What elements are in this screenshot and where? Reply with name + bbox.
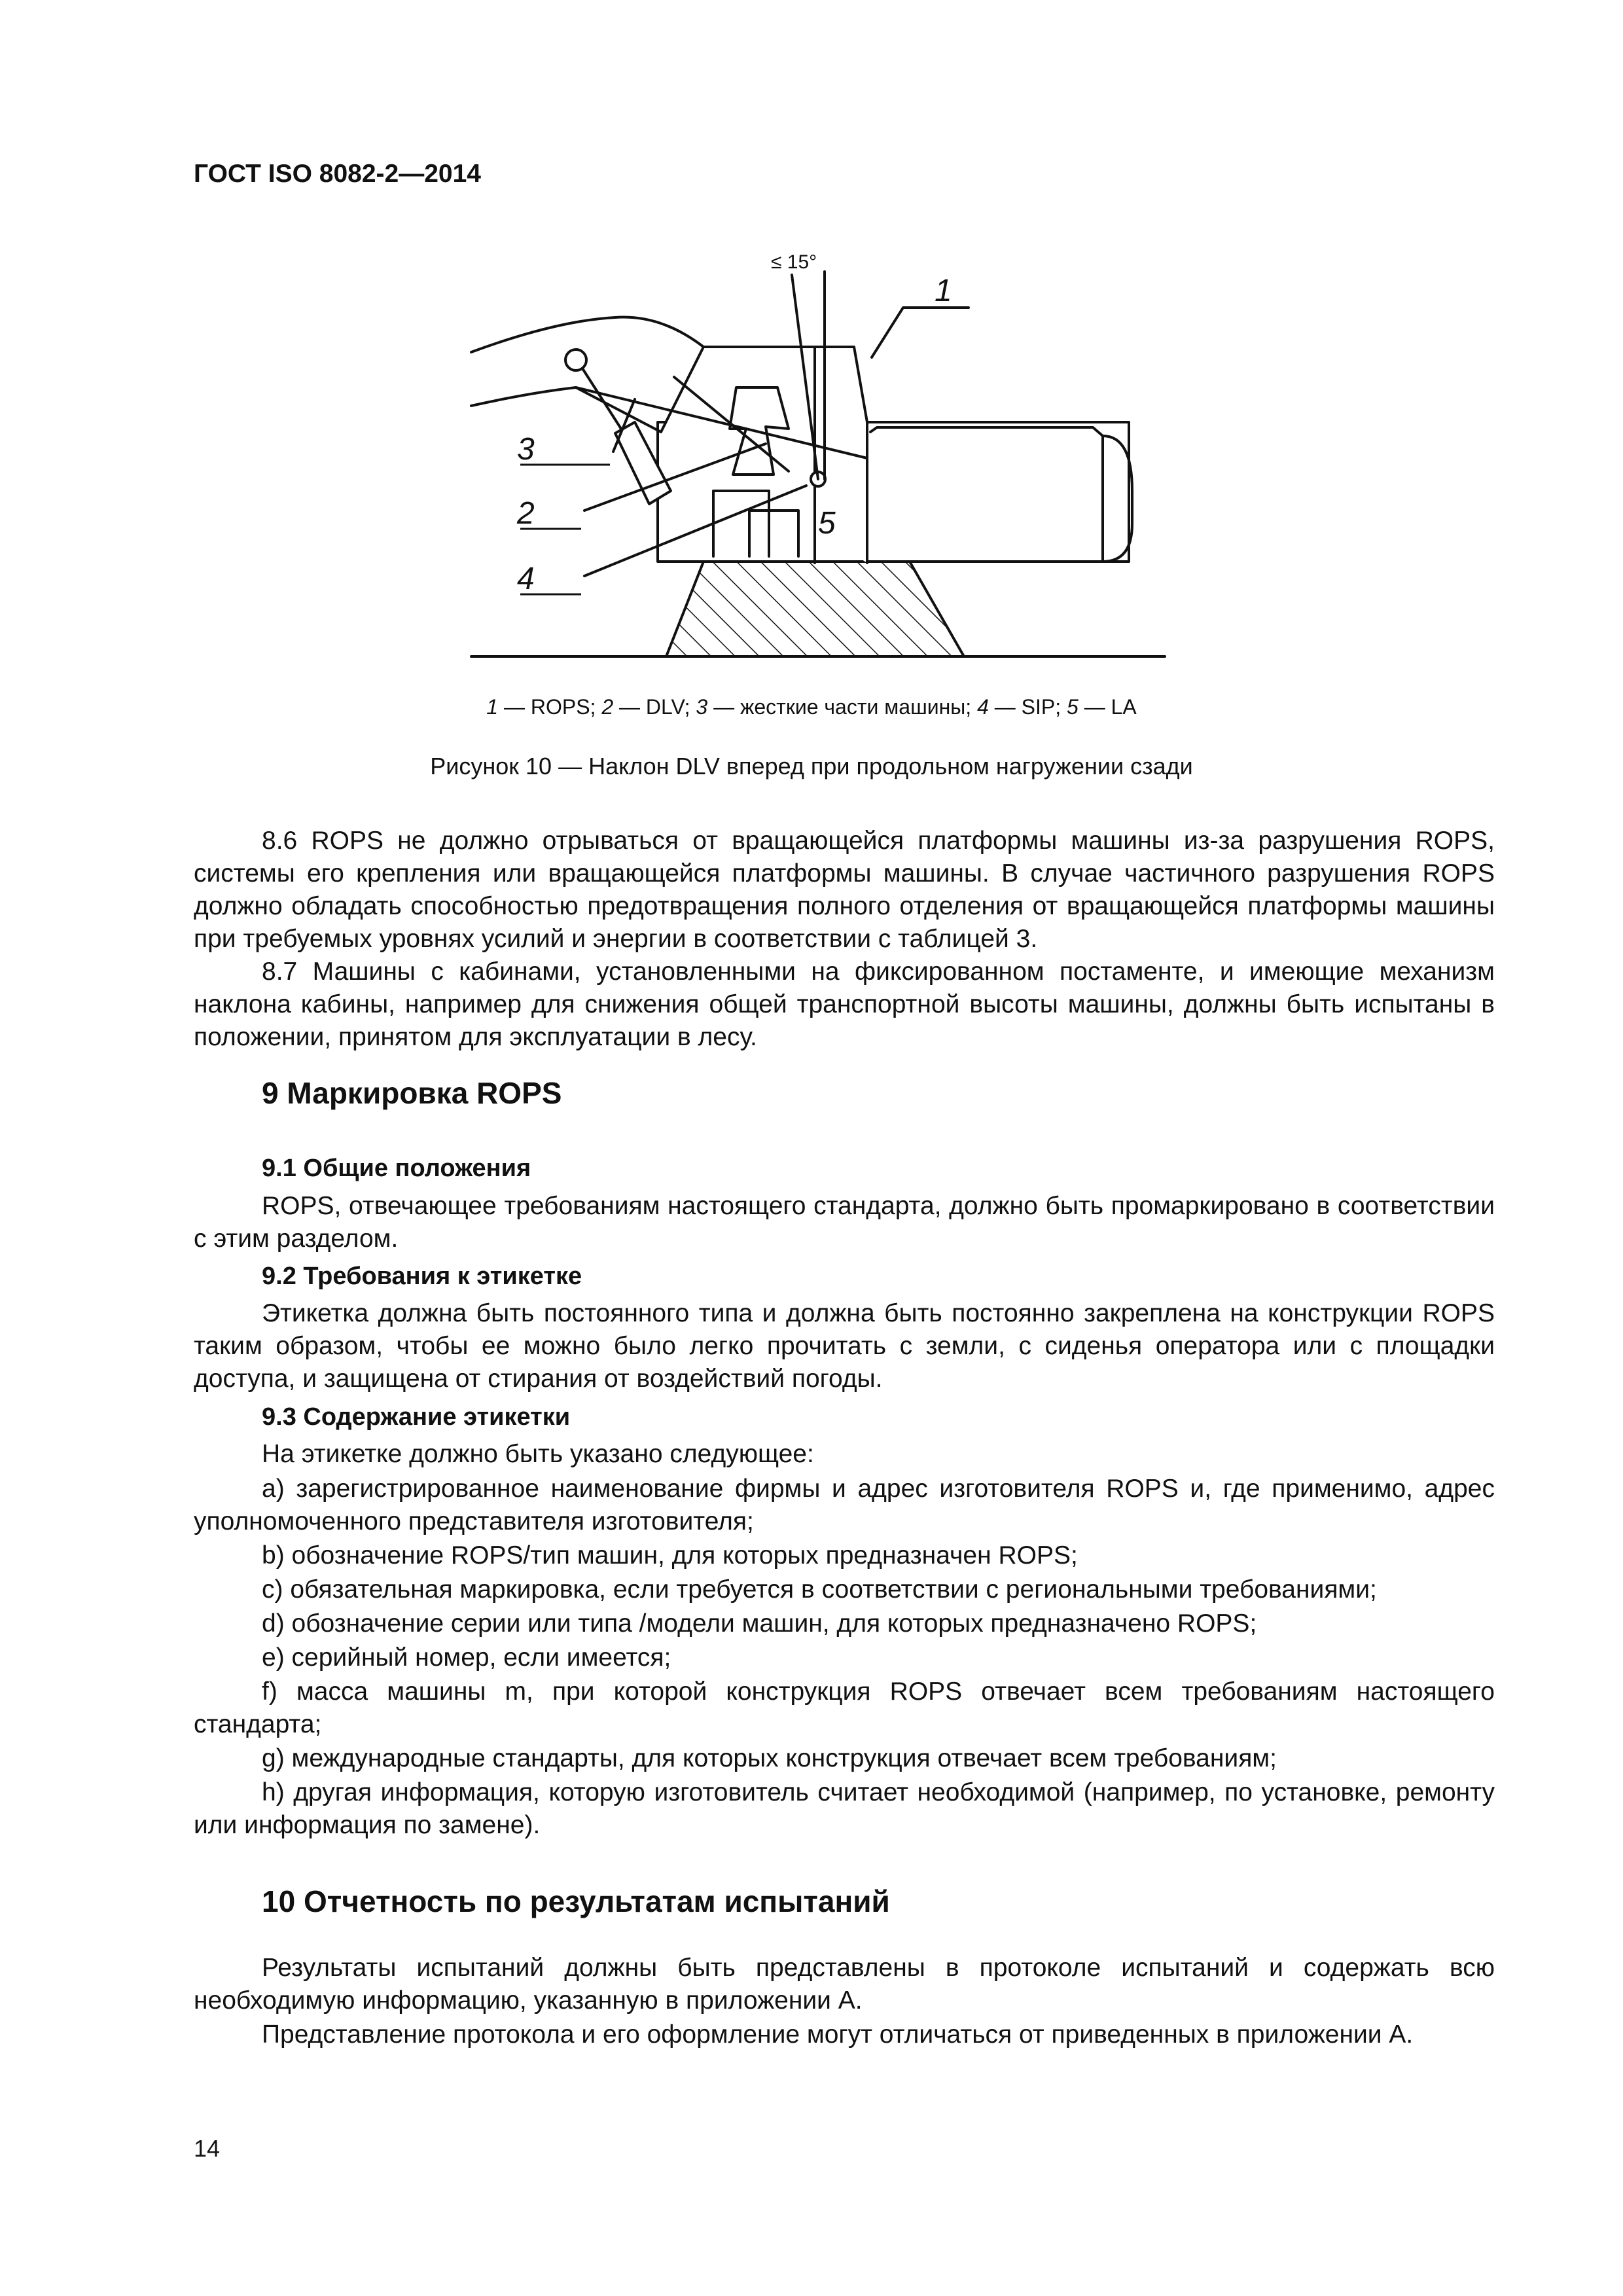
section-9-title: 9 Маркировка ROPS: [262, 1076, 562, 1110]
list-item-h: h) другая информация, которую изготовитель считает необходимой (например, по установке, ремонту или информация по замене).: [194, 1778, 1495, 1839]
section-10-paragraph-1: Результаты испытаний должны быть представлены в протоколе испытаний и содержать всю необходимую информацию, указанную в приложении А.: [194, 1954, 1495, 2015]
subsection-9-3-title: 9.3 Содержание этикетки: [262, 1403, 571, 1431]
subsection-9-1-text: ROPS, отвечающее требованиям настоящего стандарта, должно быть промаркировано в соответствии с этим разделом.: [194, 1192, 1495, 1253]
callout-4: 4: [517, 562, 535, 596]
subsection-9-2-text: Этикетка должна быть постоянного типа и должна быть постоянно закреплена на конструкции ROPS таким образом, чтобы ее можно было легко прочитать с земли, с сиденья оператора или с площадки доступа, и защищена от стирания от воздействий погоды.: [194, 1299, 1495, 1393]
angle-label: ≤ 15°: [771, 251, 817, 273]
callout-5: 5: [818, 506, 836, 541]
boom: [471, 317, 704, 352]
section-10-paragraph-2: Представление протокола и его оформление могут отличаться от приведенных в приложении А.: [262, 2020, 1414, 2049]
list-item-b: b) обозначение ROPS/тип машин, для которых предназначен ROPS;: [262, 1541, 1078, 1570]
list-item-c: c) обязательная маркировка, если требуется в соответствии с региональными требованиями;: [262, 1575, 1377, 1604]
callout-2: 2: [517, 496, 535, 531]
paragraph-8-7: 8.7 Машины с кабинами, установленными на фиксированном постаменте, и имеющие механизм наклона кабины, например для снижения общей транспортной высоты машины, должны быть испытаны в положении, принятом для эксплуатации в лесу.: [194, 958, 1495, 1051]
figure-caption: Рисунок 10 — Наклон DLV вперед при продольном нагружении сзади: [430, 753, 1193, 780]
figure-10-diagram: [458, 236, 1178, 668]
list-item-e: e) серийный номер, если имеется;: [262, 1643, 671, 1672]
callout-1: 1: [935, 274, 952, 308]
boom-pivot: [565, 350, 586, 370]
figure-legend: 1 — ROPS; 2 — DLV; 3 — жесткие части машины; 4 — SIP; 5 — LA: [486, 695, 1137, 719]
document-header: ГОСТ ISO 8082-2—2014: [194, 160, 481, 188]
subsection-9-1-title: 9.1 Общие положения: [262, 1155, 531, 1182]
paragraph-8-6: 8.6 ROPS не должно отрываться от вращающейся платформы машины из-за разрушения ROPS, системы его крепления или вращающейся платформы машины. В случае частичного разрушения ROPS должно обладать способностью предотвращения полного отделения от вращающейся платформы машины при требуемых уровнях усилий и энергии в соответствии с таблицей 3.: [194, 827, 1495, 953]
callout-3: 3: [517, 432, 535, 467]
list-item-d: d) обозначение серии или типа /модели машин, для которых предназначено ROPS;: [262, 1609, 1257, 1638]
subsection-9-3-intro: На этикетке должно быть указано следующее:: [262, 1440, 814, 1468]
page-number: 14: [194, 2135, 221, 2162]
list-item-a: a) зарегистрированное наименование фирмы и адрес изготовителя ROPS и, где применимо, адрес уполномоченного представителя изготовителя;: [194, 1475, 1495, 1535]
list-item-f: f) масса машины m, при которой конструкция ROPS отвечает всем требованиям настоящего стандарта;: [194, 1677, 1495, 1738]
subsection-9-2-title: 9.2 Требования к этикетке: [262, 1263, 582, 1290]
pedestal: [666, 562, 964, 656]
list-item-g: g) международные стандарты, для которых конструкция отвечает всем требованиям;: [262, 1744, 1277, 1772]
section-10-title: 10 Отчетность по результатам испытаний: [262, 1884, 890, 1918]
